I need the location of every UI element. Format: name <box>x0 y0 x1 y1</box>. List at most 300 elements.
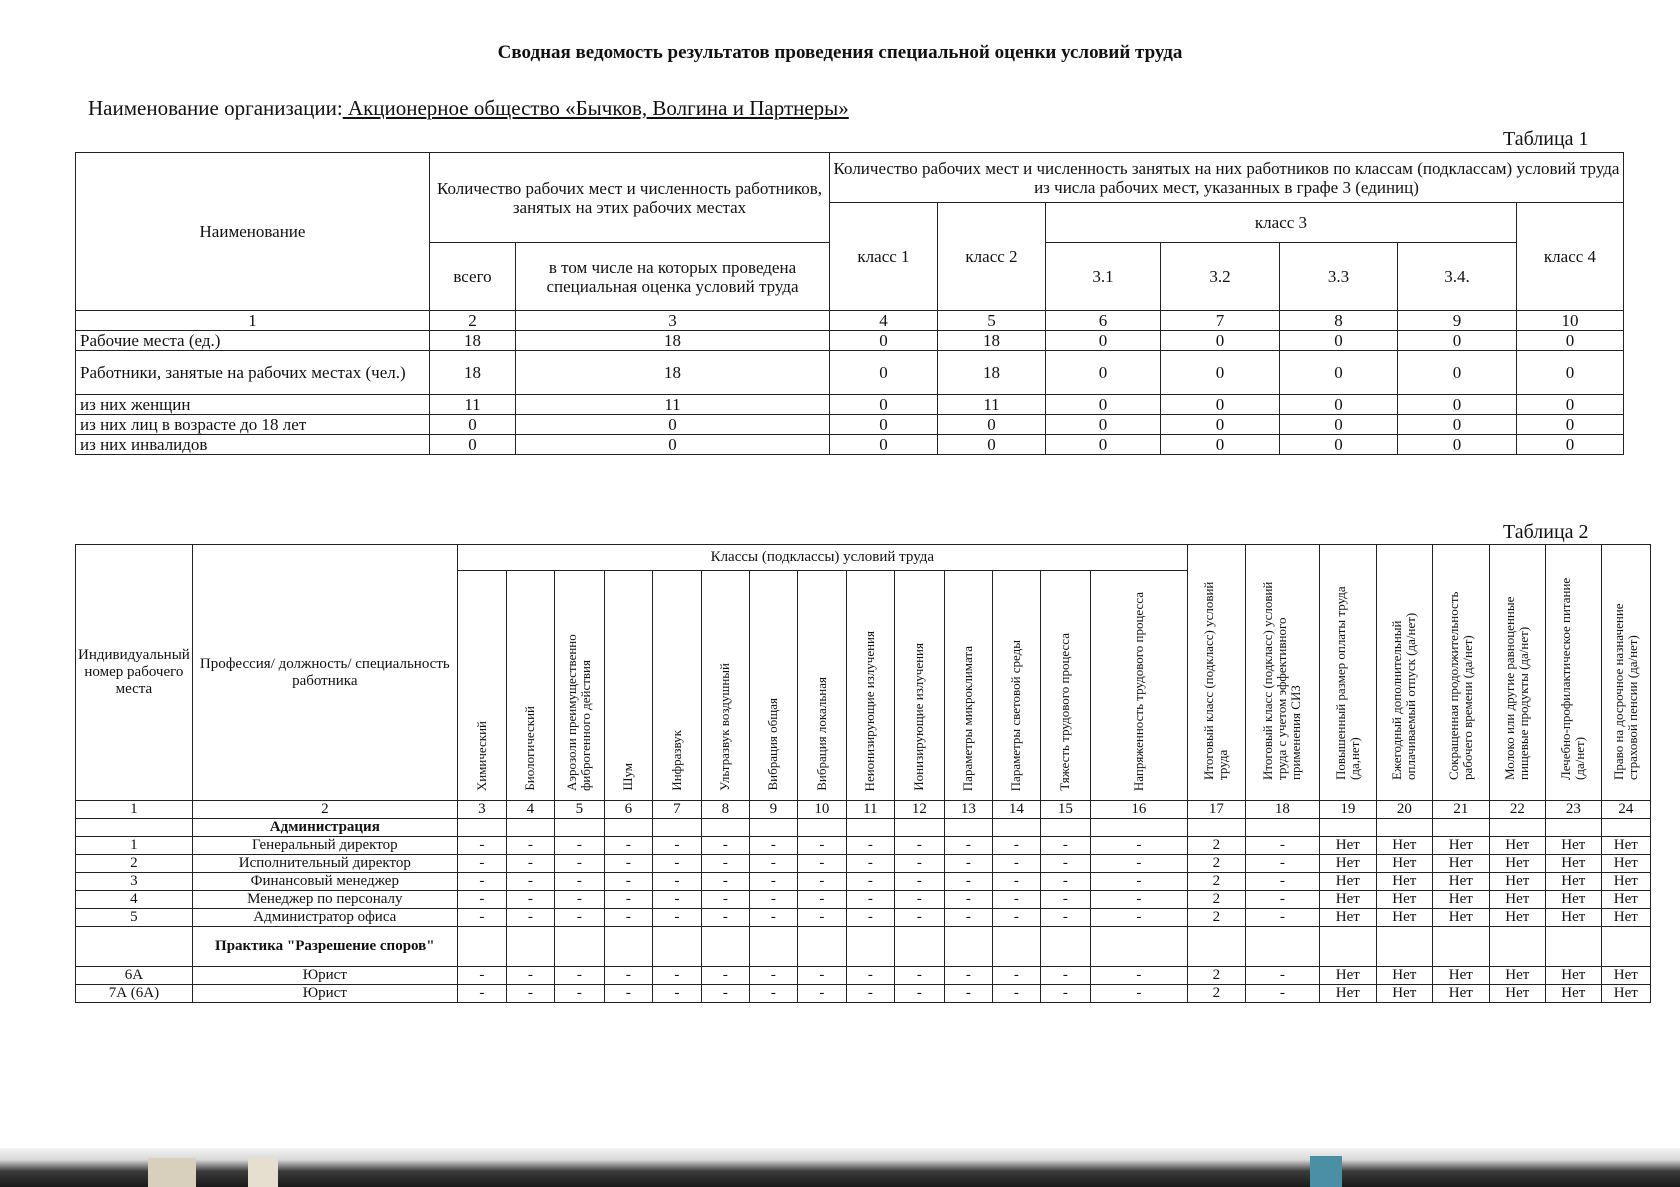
t2-no: Нет <box>1319 855 1376 873</box>
t2-header-factor-label: Шум <box>620 763 636 791</box>
paper-tab <box>148 1158 196 1187</box>
t2-dash: - <box>701 909 749 927</box>
t2-dash: - <box>894 855 944 873</box>
t2-dash: - <box>846 855 894 873</box>
t2-dash: - <box>506 837 554 855</box>
t2-dash: - <box>1245 891 1319 909</box>
t2-empty <box>1245 927 1319 967</box>
t2-no: Нет <box>1489 891 1545 909</box>
t2-row <box>76 985 1651 1003</box>
t2-colnum: 4 <box>506 801 554 819</box>
t2-row-id: 7А (6А) <box>76 985 193 1003</box>
t2-header-factor <box>894 571 944 801</box>
t1-colnum: 8 <box>1280 311 1398 331</box>
t1-cell: 18 <box>938 351 1046 395</box>
t1-cell: 0 <box>1161 331 1280 351</box>
t1-cell: 0 <box>1046 351 1161 395</box>
t2-empty <box>1187 819 1245 837</box>
t1-cell: 18 <box>430 331 516 351</box>
t2-colnum: 2 <box>192 801 457 819</box>
t1-cell: 0 <box>1517 395 1624 415</box>
t2-colnum: 6 <box>604 801 652 819</box>
t2-header-extra <box>1245 545 1319 801</box>
organization-line <box>88 96 849 121</box>
t2-no: Нет <box>1376 985 1432 1003</box>
t2-empty <box>992 819 1040 837</box>
t2-empty <box>797 819 846 837</box>
t2-no: Нет <box>1319 873 1376 891</box>
t2-no: Нет <box>1319 967 1376 985</box>
t2-row <box>76 855 1651 873</box>
t1-cell: 0 <box>1280 351 1398 395</box>
t1-colnum: 7 <box>1161 311 1280 331</box>
t2-dash: - <box>1040 985 1090 1003</box>
t2-dash: - <box>554 837 604 855</box>
t1-cell: 0 <box>1280 415 1398 435</box>
t1-cell: 11 <box>430 395 516 415</box>
t2-header-extra-label: Ежегодный дополнительный оплачиваемый отпуск (да/нет) <box>1389 612 1419 780</box>
t2-dash: - <box>554 909 604 927</box>
t2-colnum: 17 <box>1187 801 1245 819</box>
t2-dash: - <box>1090 891 1187 909</box>
t2-dash: - <box>701 985 749 1003</box>
t1-colnum: 10 <box>1517 311 1624 331</box>
t2-dash: - <box>797 891 846 909</box>
t2-no: Нет <box>1432 909 1489 927</box>
t2-dash: - <box>1040 909 1090 927</box>
t2-dash: - <box>457 909 506 927</box>
t2-empty <box>457 819 506 837</box>
t2-empty <box>797 927 846 967</box>
t1-cell: 18 <box>516 351 830 395</box>
t2-dash: - <box>506 891 554 909</box>
t2-dash: - <box>1040 967 1090 985</box>
t2-colnum: 19 <box>1319 801 1376 819</box>
t2-empty <box>604 819 652 837</box>
t2-dash: - <box>797 837 846 855</box>
t2-no: Нет <box>1489 909 1545 927</box>
t1-cell: 0 <box>1161 351 1280 395</box>
t1-row <box>76 435 1624 455</box>
t2-dash: - <box>992 855 1040 873</box>
t2-dash: - <box>846 985 894 1003</box>
t2-dash: - <box>554 985 604 1003</box>
t2-row <box>76 873 1651 891</box>
t2-empty <box>1376 927 1432 967</box>
workplace-table <box>75 544 1651 1003</box>
table1-caption: Таблица 1 <box>1503 128 1589 150</box>
t2-dash: - <box>944 985 992 1003</box>
t2-dash: - <box>894 985 944 1003</box>
t2-empty <box>554 927 604 967</box>
t1-colnum: 4 <box>830 311 938 331</box>
t2-empty <box>1601 819 1650 837</box>
t2-dash: - <box>846 873 894 891</box>
t2-header-factor-label: Ультразвук воздушный <box>717 663 733 791</box>
t2-header-factor <box>1040 571 1090 801</box>
t2-dash: - <box>749 837 797 855</box>
t2-empty <box>1545 819 1601 837</box>
t2-header-extra-label: Лечебно-профилактическое питание (да/нет) <box>1558 577 1588 780</box>
t2-no: Нет <box>1545 855 1601 873</box>
t2-dash: - <box>554 873 604 891</box>
paper-tab <box>1310 1156 1342 1187</box>
t2-header-factor <box>604 571 652 801</box>
t2-header-extra-label: Итоговый класс (подкласс) условий труда с учетом эффективного применения СИЗ <box>1260 581 1304 780</box>
t1-header-3-3: 3.3 <box>1280 243 1398 311</box>
t1-cell: 0 <box>1517 351 1624 395</box>
t1-header-c2: класс 2 <box>938 203 1046 311</box>
t2-header-extra <box>1187 545 1245 801</box>
t2-empty <box>1432 819 1489 837</box>
t2-no: Нет <box>1545 985 1601 1003</box>
t2-final-class: 2 <box>1187 967 1245 985</box>
t2-final-class: 2 <box>1187 985 1245 1003</box>
t1-colnum: 9 <box>1398 311 1517 331</box>
t2-header-extra <box>1601 545 1650 801</box>
t2-dash: - <box>701 873 749 891</box>
t2-header-factor <box>992 571 1040 801</box>
t2-empty <box>944 819 992 837</box>
t1-colnum-row <box>76 311 1624 331</box>
t2-no: Нет <box>1489 873 1545 891</box>
t1-header-dist: Количество рабочих мест и численность занятых на них работников по классам (подклассам) условий труда из числа рабочих мест, указанных в графе 3 (единиц) <box>830 153 1624 203</box>
t2-header-row <box>76 545 1651 571</box>
t2-colnum: 8 <box>701 801 749 819</box>
t2-dash: - <box>992 873 1040 891</box>
t2-dash: - <box>604 837 652 855</box>
t2-dash: - <box>992 909 1040 927</box>
t2-no: Нет <box>1376 891 1432 909</box>
t2-row-prof: Менеджер по персоналу <box>192 891 457 909</box>
t2-dash: - <box>506 909 554 927</box>
t2-dash: - <box>992 967 1040 985</box>
t2-dash: - <box>749 855 797 873</box>
t2-colnum: 15 <box>1040 801 1090 819</box>
t2-colnum: 5 <box>554 801 604 819</box>
t1-cell: 0 <box>1517 331 1624 351</box>
t2-no: Нет <box>1319 891 1376 909</box>
t2-empty <box>1601 927 1650 967</box>
t2-dash: - <box>944 891 992 909</box>
t2-colnum: 18 <box>1245 801 1319 819</box>
t2-row <box>76 837 1651 855</box>
t2-empty <box>1090 927 1187 967</box>
t2-dash: - <box>652 891 701 909</box>
t2-row-id: 2 <box>76 855 193 873</box>
t2-no: Нет <box>1489 855 1545 873</box>
t2-empty <box>1489 927 1545 967</box>
t2-colnum: 21 <box>1432 801 1489 819</box>
t2-header-extra <box>1376 545 1432 801</box>
t2-empty <box>1545 927 1601 967</box>
t2-empty <box>1376 819 1432 837</box>
t2-no: Нет <box>1376 855 1432 873</box>
t2-no: Нет <box>1545 967 1601 985</box>
t1-row-name: из них лиц в возрасте до 18 лет <box>76 415 430 435</box>
t2-row-prof: Юрист <box>192 967 457 985</box>
t1-row <box>76 415 1624 435</box>
t2-no: Нет <box>1319 909 1376 927</box>
t2-dash: - <box>1245 909 1319 927</box>
t2-empty <box>1040 819 1090 837</box>
t2-no: Нет <box>1601 837 1650 855</box>
t2-header-factor-label: Биологический <box>522 706 538 791</box>
t1-row <box>76 395 1624 415</box>
t2-no: Нет <box>1376 967 1432 985</box>
t2-no: Нет <box>1489 967 1545 985</box>
t1-cell: 0 <box>1398 351 1517 395</box>
t2-row-prof: Финансовый менеджер <box>192 873 457 891</box>
table2-caption: Таблица 2 <box>1503 521 1589 543</box>
t2-dash: - <box>457 967 506 985</box>
t1-header-c1: класс 1 <box>830 203 938 311</box>
t2-dash: - <box>652 967 701 985</box>
t1-cell: 11 <box>516 395 830 415</box>
t2-dash: - <box>1090 909 1187 927</box>
t2-header-factor-label: Параметры световой среды <box>1008 639 1024 791</box>
t2-empty <box>76 927 193 967</box>
t2-dash: - <box>1245 985 1319 1003</box>
t2-no: Нет <box>1432 873 1489 891</box>
t2-empty <box>76 819 193 837</box>
t2-no: Нет <box>1376 873 1432 891</box>
t2-dash: - <box>1245 837 1319 855</box>
t2-header-factor-label: Аэрозоли преимущественно фиброгенного действия <box>564 634 594 791</box>
t2-dash: - <box>749 909 797 927</box>
t1-colnum: 3 <box>516 311 830 331</box>
t2-final-class: 2 <box>1187 855 1245 873</box>
t2-final-class: 2 <box>1187 909 1245 927</box>
t2-dash: - <box>992 891 1040 909</box>
t1-cell: 0 <box>1046 415 1161 435</box>
t1-row <box>76 331 1624 351</box>
t2-empty <box>457 927 506 967</box>
t2-dash: - <box>894 837 944 855</box>
t2-dash: - <box>846 967 894 985</box>
t2-row-prof: Исполнительный директор <box>192 855 457 873</box>
t2-header-extra <box>1319 545 1376 801</box>
t2-empty <box>1489 819 1545 837</box>
t2-dash: - <box>894 909 944 927</box>
t2-empty <box>894 819 944 837</box>
t2-section-row <box>76 927 1651 967</box>
t2-colnum: 24 <box>1601 801 1650 819</box>
t2-no: Нет <box>1432 891 1489 909</box>
t2-header-extra-label: Сокращенная продолжительность рабочего времени (да/нет) <box>1445 591 1475 780</box>
t2-empty <box>701 927 749 967</box>
t2-dash: - <box>506 873 554 891</box>
t2-dash: - <box>749 967 797 985</box>
t1-cell: 0 <box>830 331 938 351</box>
t2-empty <box>944 927 992 967</box>
t2-header-extra-label: Повышенный размер оплаты труда (да,нет) <box>1332 586 1362 780</box>
t2-row-id: 3 <box>76 873 193 891</box>
t2-dash: - <box>1245 855 1319 873</box>
t2-row-id: 6А <box>76 967 193 985</box>
t2-dash: - <box>604 873 652 891</box>
t2-section-row <box>76 819 1651 837</box>
t1-cell: 0 <box>1161 395 1280 415</box>
t2-dash: - <box>457 891 506 909</box>
t2-dash: - <box>797 967 846 985</box>
t2-no: Нет <box>1601 909 1650 927</box>
t2-dash: - <box>506 855 554 873</box>
t2-header-factor-label: Вибрация локальная <box>813 677 829 791</box>
t2-dash: - <box>1040 891 1090 909</box>
t2-row-prof: Юрист <box>192 985 457 1003</box>
t2-header-factor <box>797 571 846 801</box>
t2-colnum: 11 <box>846 801 894 819</box>
t2-dash: - <box>797 855 846 873</box>
t2-row-id: 1 <box>76 837 193 855</box>
t2-header-factor-label: Параметры микроклимата <box>960 645 976 791</box>
t2-colnum-row <box>76 801 1651 819</box>
t1-cell: 0 <box>1280 331 1398 351</box>
t2-dash: - <box>894 891 944 909</box>
t1-cell: 0 <box>830 415 938 435</box>
t2-dash: - <box>1090 985 1187 1003</box>
t2-final-class: 2 <box>1187 873 1245 891</box>
t1-header-total: всего <box>430 243 516 311</box>
t1-row-name: Работники, занятые на рабочих местах (чел.) <box>76 351 430 395</box>
t2-no: Нет <box>1545 909 1601 927</box>
t2-dash: - <box>1040 873 1090 891</box>
t2-section-title: Администрация <box>192 819 457 837</box>
t2-dash: - <box>846 891 894 909</box>
t2-empty <box>992 927 1040 967</box>
t2-dash: - <box>1090 837 1187 855</box>
t2-no: Нет <box>1489 985 1545 1003</box>
t2-colnum: 12 <box>894 801 944 819</box>
t2-dash: - <box>749 873 797 891</box>
t2-no: Нет <box>1432 855 1489 873</box>
t1-cell: 0 <box>1398 395 1517 415</box>
t1-cell: 0 <box>830 435 938 455</box>
t1-colnum: 2 <box>430 311 516 331</box>
t2-no: Нет <box>1601 967 1650 985</box>
t2-colnum: 13 <box>944 801 992 819</box>
t1-cell: 11 <box>938 395 1046 415</box>
t2-empty <box>749 927 797 967</box>
t2-dash: - <box>944 873 992 891</box>
t2-empty <box>894 927 944 967</box>
t2-section-title: Практика "Разрешение споров" <box>192 927 457 967</box>
t2-dash: - <box>749 985 797 1003</box>
t2-dash: - <box>992 985 1040 1003</box>
t1-cell: 0 <box>1161 435 1280 455</box>
t2-colnum: 14 <box>992 801 1040 819</box>
t1-cell: 0 <box>1280 435 1398 455</box>
t2-header-extra <box>1545 545 1601 801</box>
t1-cell: 0 <box>1046 435 1161 455</box>
t2-header-extra <box>1489 545 1545 801</box>
t2-dash: - <box>652 873 701 891</box>
t2-header-extra-label: Молоко или другие равноценные пищевые продукты (да/нет) <box>1502 596 1532 780</box>
t2-no: Нет <box>1545 891 1601 909</box>
t2-dash: - <box>652 855 701 873</box>
t2-dash: - <box>894 873 944 891</box>
t1-header-c4: класс 4 <box>1517 203 1624 311</box>
t1-cell: 0 <box>1398 331 1517 351</box>
t2-header-factor <box>1090 571 1187 801</box>
t2-dash: - <box>701 891 749 909</box>
t2-header-factor <box>846 571 894 801</box>
t2-colnum: 23 <box>1545 801 1601 819</box>
t2-dash: - <box>1245 873 1319 891</box>
t2-dash: - <box>944 909 992 927</box>
t2-empty <box>1245 819 1319 837</box>
t2-no: Нет <box>1432 985 1489 1003</box>
t2-no: Нет <box>1376 909 1432 927</box>
t1-header-qty: Количество рабочих мест и численность работников, занятых на этих рабочих местах <box>430 153 830 243</box>
t1-cell: 0 <box>1046 395 1161 415</box>
t2-header-factor <box>652 571 701 801</box>
t1-cell: 0 <box>1517 435 1624 455</box>
t2-empty <box>846 819 894 837</box>
t2-no: Нет <box>1545 873 1601 891</box>
t2-final-class: 2 <box>1187 891 1245 909</box>
t2-dash: - <box>604 891 652 909</box>
t2-header-factor <box>506 571 554 801</box>
page-title: Сводная ведомость результатов проведения специальной оценки условий труда <box>497 42 1183 63</box>
t2-no: Нет <box>1601 985 1650 1003</box>
t1-cell: 18 <box>430 351 516 395</box>
org-name: Акционерное общество «Бычков, Волгина и Партнеры» <box>342 96 849 120</box>
t1-header-c3: класс 3 <box>1046 203 1517 243</box>
t2-dash: - <box>554 891 604 909</box>
t2-header-prof: Профессия/ должность/ специальность работника <box>192 545 457 801</box>
t1-cell: 0 <box>516 435 830 455</box>
t2-header-factor-label: Вибрация общая <box>765 698 781 791</box>
t1-cell: 0 <box>938 415 1046 435</box>
t2-dash: - <box>1090 967 1187 985</box>
t2-header-factor-label: Ионизирующие излучения <box>911 643 927 791</box>
t2-row <box>76 909 1651 927</box>
t1-header-3-4: 3.4. <box>1398 243 1517 311</box>
t2-dash: - <box>1090 855 1187 873</box>
t2-empty <box>749 819 797 837</box>
t1-cell: 0 <box>1046 331 1161 351</box>
t2-dash: - <box>457 837 506 855</box>
t2-dash: - <box>604 909 652 927</box>
paper-tab <box>248 1158 278 1187</box>
t2-dash: - <box>506 985 554 1003</box>
t2-dash: - <box>944 967 992 985</box>
t2-no: Нет <box>1545 837 1601 855</box>
t2-final-class: 2 <box>1187 837 1245 855</box>
t2-dash: - <box>604 985 652 1003</box>
t2-dash: - <box>846 909 894 927</box>
t2-dash: - <box>457 985 506 1003</box>
t2-colnum: 7 <box>652 801 701 819</box>
t2-dash: - <box>652 837 701 855</box>
t1-cell: 0 <box>430 415 516 435</box>
t2-header-factor <box>457 571 506 801</box>
t2-header-classes: Классы (подклассы) условий труда <box>457 545 1187 571</box>
t1-header-3-1: 3.1 <box>1046 243 1161 311</box>
t2-colnum: 10 <box>797 801 846 819</box>
t2-header-id: Индивидуальный номер рабочего места <box>76 545 193 801</box>
t1-header-name: Наименование <box>76 153 430 311</box>
t2-empty <box>652 927 701 967</box>
t2-header-factor <box>749 571 797 801</box>
t1-colnum: 5 <box>938 311 1046 331</box>
t2-empty <box>506 927 554 967</box>
t1-row <box>76 351 1624 395</box>
t2-dash: - <box>701 855 749 873</box>
t2-dash: - <box>894 967 944 985</box>
